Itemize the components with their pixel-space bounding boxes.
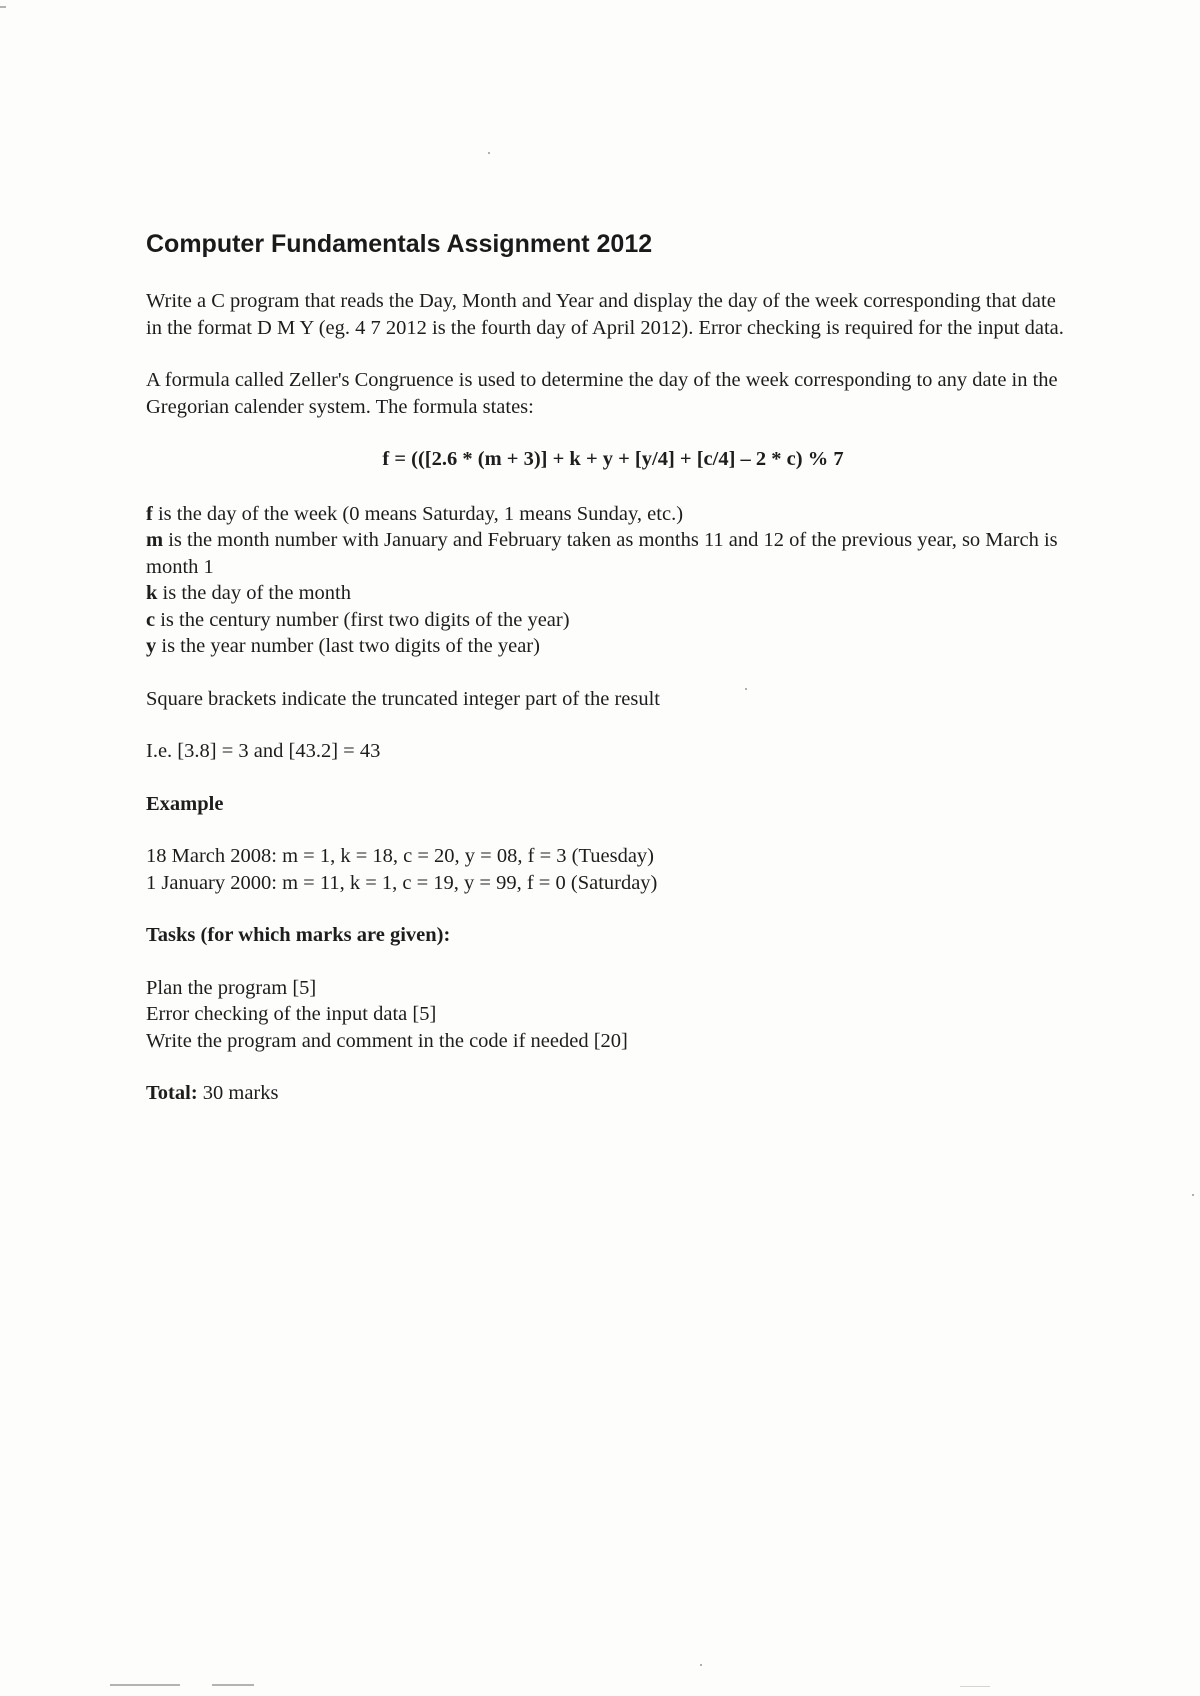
definition-text: is the year number (last two digits of the year) [156, 635, 540, 657]
document-body [146, 228, 1076, 1107]
definition-f [146, 501, 1076, 528]
scan-speck [1192, 1194, 1194, 1196]
scan-speck [745, 688, 747, 690]
examples-list [146, 843, 1076, 896]
example-heading: Example [146, 792, 224, 815]
definition-text: is the century number (first two digits of the year) [155, 608, 570, 631]
scan-speck [488, 152, 490, 154]
definition-text: is the day of the week (0 means Saturday, 1 means Sunday, etc.) [152, 502, 684, 525]
definition-var: y [146, 635, 157, 657]
task-line: Plan the program [5] [146, 976, 317, 999]
scan-edge-mark-top-left [0, 6, 6, 8]
scan-edge-mark-bottom [110, 1684, 180, 1686]
total-value: 30 marks [197, 1082, 279, 1104]
definition-y [146, 633, 1076, 660]
intro-paragraph: Write a C program that reads the Day, Month and Year and display the day of the week corresponding that date in the format D M Y (eg. 4 7 2012 is the fourth day of April 2012). Error checking is required for the input data. [146, 290, 1064, 339]
zeller-formula: f = (([2.6 * (m + 3)] + k + y + [y/4] + [c/4] – 2 * c) % 7 [382, 448, 844, 470]
brackets-note: Square brackets indicate the truncated integer part of the result [146, 687, 660, 710]
definition-m [146, 527, 1076, 580]
scan-speck [700, 1664, 702, 1666]
total-label: Total: [146, 1082, 198, 1104]
scan-edge-mark-bottom [212, 1684, 254, 1686]
definition-k [146, 580, 1076, 607]
variable-definitions [146, 501, 1076, 660]
definition-var: f [146, 502, 153, 525]
tasks-heading: Tasks (for which marks are given): [146, 924, 451, 946]
scan-edge-mark-bottom [960, 1686, 990, 1687]
total-line [146, 1080, 1076, 1107]
definition-c [146, 607, 1076, 634]
tasks-list [146, 975, 1076, 1055]
document-title: Computer Fundamentals Assignment 2012 [146, 230, 653, 258]
example-line: 18 March 2008: m = 1, k = 18, c = 20, y = 08, f = 3 (Tuesday) [146, 845, 655, 867]
definition-var: m [146, 529, 164, 551]
example-line: 1 January 2000: m = 11, k = 1, c = 19, y = 99, f = 0 (Saturday) [146, 871, 658, 894]
task-line: Error checking of the input data [5] [146, 1003, 437, 1025]
formula-intro-paragraph: A formula called Zeller's Congruence is used to determine the day of the week corresponding to any date in the Gregorian calender system. The formula states: [146, 369, 1058, 418]
definition-var: k [146, 582, 158, 604]
task-line: Write the program and comment in the code if needed [20] [146, 1029, 628, 1052]
definition-var: c [146, 608, 156, 631]
definition-text: is the month number with January and February taken as months 11 and 12 of the previous year, so March is month 1 [146, 529, 1058, 578]
brackets-example: I.e. [3.8] = 3 and [43.2] = 43 [146, 740, 381, 762]
definition-text: is the day of the month [157, 582, 351, 604]
